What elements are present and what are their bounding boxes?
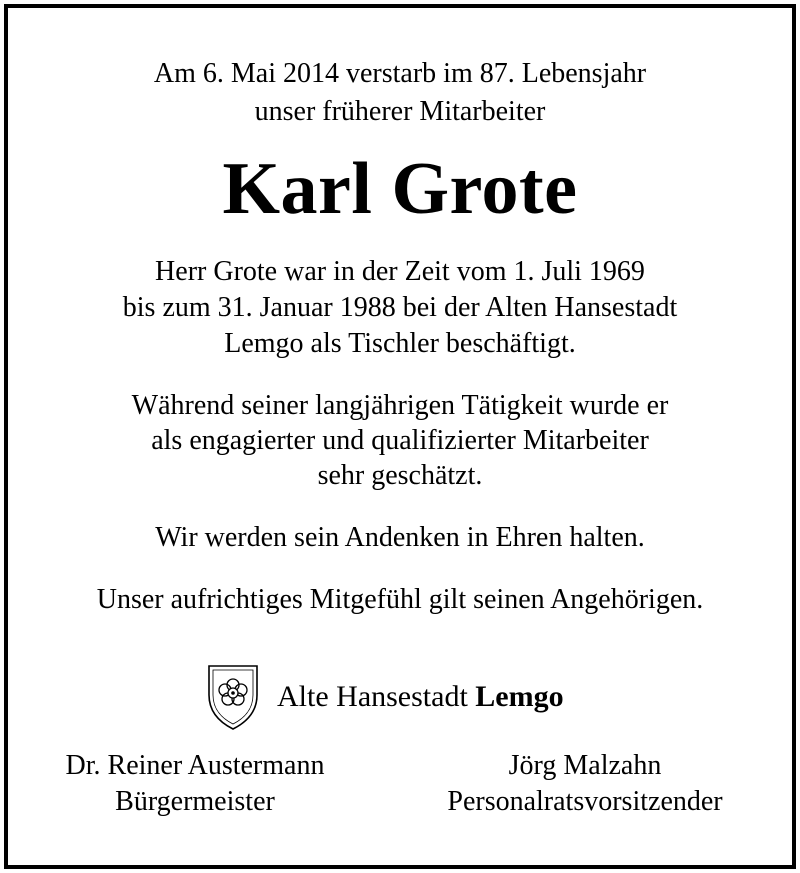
signatory-left	[25, 748, 365, 820]
deceased-name: Karl Grote	[222, 148, 578, 230]
employment-line-3: Lemgo als Tischler beschäftigt.	[224, 328, 576, 359]
employment-line-2: bis zum 31. Januar 1988 bei der Alten Hansestadt	[122, 292, 678, 323]
appreciation-line-3: sehr geschätzt.	[317, 460, 483, 491]
organization-name	[277, 680, 564, 714]
rose-crest-icon	[205, 663, 261, 731]
intro-line-2: unser früherer Mitarbeiter	[254, 96, 546, 127]
organization-name-regular: Alte Hansestadt	[277, 680, 476, 713]
intro-line-1: Am 6. Mai 2014 verstarb im 87. Lebensjahr	[153, 58, 647, 89]
condolence-line: Unser aufrichtiges Mitgefühl gilt seinen Angehörigen.	[96, 584, 704, 615]
signatory-right	[405, 748, 765, 820]
organization-name-bold: Lemgo	[475, 680, 564, 713]
remembrance-line: Wir werden sein Andenken in Ehren halten.	[155, 522, 645, 553]
employment-line-1: Herr Grote war in der Zeit vom 1. Juli 1969	[155, 256, 645, 287]
signatory-title: Bürgermeister	[115, 786, 275, 817]
signatory-name: Jörg Malzahn	[508, 750, 662, 781]
appreciation-line-1: Während seiner langjährigen Tätigkeit wurde er	[131, 390, 669, 421]
signatory-title: Personalratsvorsitzender	[447, 786, 723, 817]
appreciation-line-2: als engagierter und qualifizierter Mitarbeiter	[151, 425, 649, 456]
signatory-name: Dr. Reiner Austermann	[65, 750, 325, 781]
organization-block	[205, 662, 564, 732]
